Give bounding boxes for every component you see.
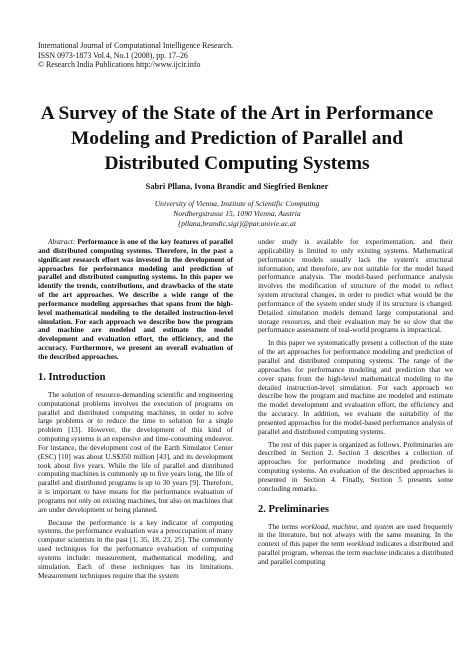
intro-paragraph-1: The solution of resource-demanding scientific and engineering computational problems involves the execution of programs on parallel and distributed computing machines, in order to solve large problems or to reduce the time to solution for a single problem [13]. However, the development of this kind of computing systems is an expensive and time-consuming endeavor. For instance, the development cost of the Earth Simulator Center (ESC) [10] was about U.S$350 million [43], and its development took about five years. While the life of parallel and distributed computing machines is commonly up to five years long, the life of parallel and distributed programs is up to 30 years [9]. Therefore, it is important to have means for the performance evaluation of programs not only on existing machines, but also on machines that are under development or being planned. <box>38 389 233 514</box>
intro-paragraph-3: In this paper we systematically present a collection of the state of the art approaches for performance modeling and prediction of parallel and distributed computing systems. The range of the approaches for performance modeling and prediction that we cover spans from the high-level mathematical modeling to the detailed instruction-level simulation. For each approach we describe how the program and machine are modeled and estimate the model development and evaluation effort, the efficiency and the accuracy. In addition, we evaluate the suitability of the presented approaches for the model-based performance analysis of parallel and distributed computing systems. <box>258 338 453 436</box>
section-heading-introduction: 1. Introduction <box>38 371 106 383</box>
journal-name: International Journal of Computational Intelligence Research. <box>38 41 234 50</box>
affiliation <box>0 199 474 228</box>
term-workload: workload <box>346 539 375 549</box>
section-heading-preliminaries: 2. Preliminaries <box>258 503 329 515</box>
left-column <box>38 238 233 581</box>
right-column <box>258 238 453 567</box>
prelim-text: , <box>327 521 333 531</box>
journal-header <box>38 41 233 70</box>
paper-title: A Survey of the State of the Art in Performance Modeling and Prediction of Parallel and Distributed Computing Systems <box>40 103 434 174</box>
intro-paragraph-4: The rest of this paper is organized as follows. Preliminaries are described in Section 2. Section 3 describes a collection of approaches for performance modeling and prediction of computing systems. An evaluation of the described approaches is presented in Section 4. Finally, Section 5 presents some concluding remarks. <box>258 439 453 493</box>
term-system: system <box>374 521 394 531</box>
prelim-text: The terms <box>268 521 301 531</box>
paper-authors: Sabri Pllana, Ivona Brandic and Siegfried Benkner <box>145 182 329 191</box>
affiliation-email: {pllana,brandic,sigi}@par.univie.ac.at <box>178 218 296 228</box>
abstract-label: Abstract: <box>48 237 76 246</box>
intro-paragraph-2: Because the performance is a key indicator of computing systems, the performance evaluation was a preoccupation of many computer scientists in the past [1, 35, 18, 23, 25]. The commonly used techniques for the performance evaluation of computing systems include: measurement, mathematical modeling, and simulation. Each of these techniques has its limitations. Measurement techniques require that the system <box>38 517 233 580</box>
journal-issn: ISSN 0973-1873 Vol.4, No.1 (2008), pp. 17–26 <box>38 50 188 60</box>
prelim-text: , and <box>356 521 375 531</box>
term-workload: workload <box>300 521 328 531</box>
abstract <box>38 238 233 362</box>
preliminaries-paragraph-1 <box>258 523 453 567</box>
prelim-text: indicates a distributed and parallel program, whereas the term <box>258 539 453 558</box>
affiliation-address: Nordbergstrasse 15, 1090 Vienna, Austria <box>173 208 301 218</box>
prelim-text: indicates a distributed and parallel computing <box>258 548 453 566</box>
term-machine: machine <box>362 548 387 558</box>
affiliation-institute: University of Vienna, Institute of Scientific Computing <box>154 199 320 208</box>
prelim-text: are used frequently in the literature, but not always with the same meaning. In the context of this paper the term <box>258 521 453 549</box>
journal-copyright: © Research India Publications http://www.ijcir.info <box>38 60 201 70</box>
intro-paragraph-2-continued: under study is available for experimentation, and their applicability is limited to only existing systems. Mathematical performance models usually lack the system's structural information, and therefore, are not suitable for the model based performance analysis. The model-based performance analysis involves the modification of structure of the model to reflect system structural changes, in order to predict what would be the performance of the system under study if its structure is changed. Detailed simulation models demand large computational and storage resources, and their evaluation may be so slow that the performance assessment of real-world programs is impractical. <box>258 237 453 335</box>
term-machine: machine <box>332 521 357 531</box>
abstract-text: Performance is one of the key features of parallel and distributed computing systems. Therefore, in the past a significant research effort was invested in the development of approaches for performance modeling and prediction of parallel and distributed computing systems. In this paper we identify the trends, contributions, and drawbacks of the state of the art approaches. We describe a wide range of the performance modeling approaches that spans from the high-level mathematical modeling to the detailed instruction-level simulation. For each approach we describe how the program and machine are modeled and estimate the model development and evaluation effort, the efficiency, and the accuracy. Furthermore, we present an overall evaluation of the described approaches. <box>38 237 234 361</box>
